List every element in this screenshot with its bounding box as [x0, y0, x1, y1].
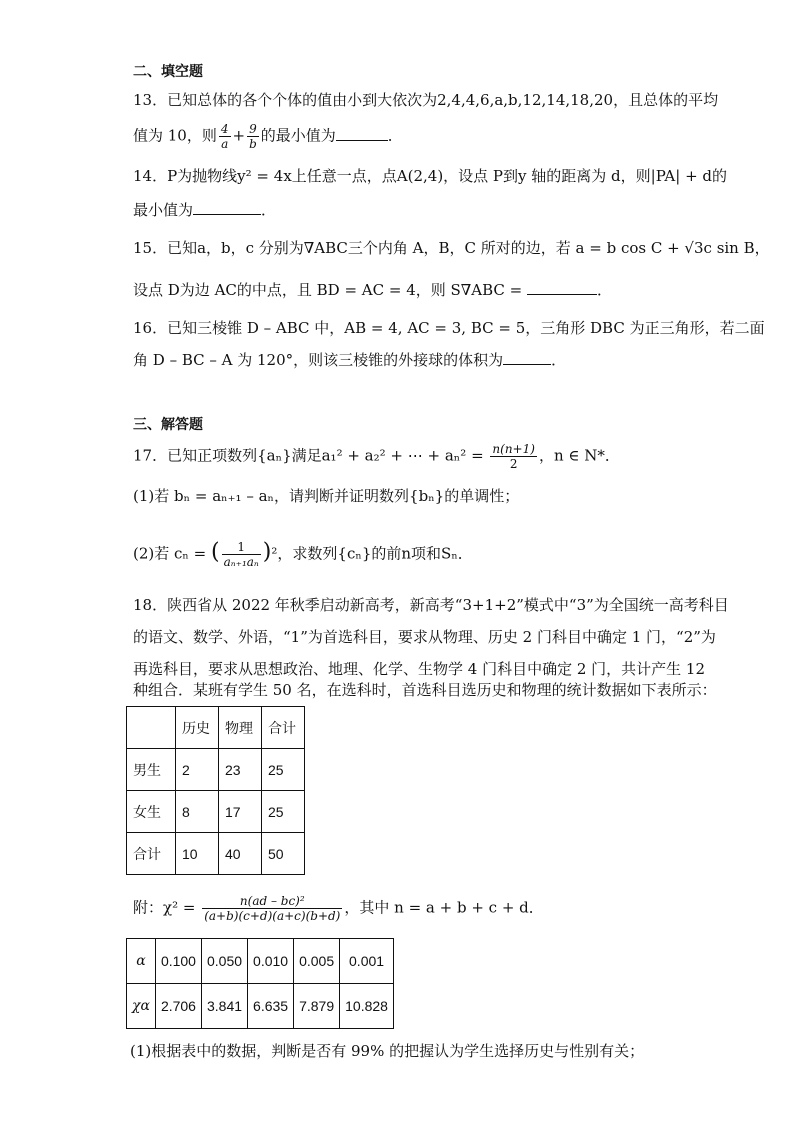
q15-answer-blank[interactable] [527, 280, 597, 295]
table-cell: 10.828 [340, 984, 394, 1029]
table-cell [127, 707, 176, 749]
table-cell: 女生 [127, 791, 176, 833]
table-row-chi [127, 984, 394, 1029]
q18-line3: 再选科目，要求从思想政治、地理、化学、生物学 4 门科目中确定 2 门，共计产生 12 [133, 660, 706, 678]
q13-line2: 值为 10，则 $\frac{4}{a}$ + $\frac{9}{b}$ 的最小值为 ． [133, 122, 403, 151]
table-cell: χα [127, 984, 156, 1029]
q16-line2-text: 角 D – BC – A 为 120°，则该三棱锥的外接球的体积为 [133, 351, 504, 369]
q17-line1 [133, 442, 620, 471]
table-row-alpha [127, 939, 394, 984]
table-cell: α [127, 939, 156, 984]
table-row [127, 791, 305, 833]
table-cell: 合计 [262, 707, 305, 749]
q13-fraction-2 [247, 122, 259, 151]
table-cell: 0.001 [340, 939, 394, 984]
q17-line1-end: ，n ∈ N*． [538, 446, 620, 465]
table-cell: 10 [176, 833, 219, 875]
q17-line1-start: 17．已知正项数列{aₙ}满足a₁² + a₂² + ⋯ + aₙ² = [133, 446, 489, 465]
q17-part2-frac-numerator: 1 [222, 540, 261, 555]
q17-part2-start: (2)若 cₙ = [133, 544, 212, 563]
q13-frac1-denominator: a [221, 137, 229, 151]
q15-line2: 设点 D为边 AC的中点，且 BD = AC = 4，则 S∇ABC = ． [133, 281, 613, 299]
q15-line1: 15．已知a，b，c 分别为∇ABC三个内角 A，B，C 所对的边，若 a = b cos C + √3c sin B， [133, 239, 770, 257]
table-cell: 40 [219, 833, 262, 875]
q14-line2-text: 最小值为 [133, 201, 194, 219]
q13-frac1-numerator: 4 [220, 122, 229, 136]
table-cell: 25 [262, 749, 305, 791]
table-cell: 0.050 [201, 939, 247, 984]
table-cell: 50 [262, 833, 305, 875]
q18-line4: 种组合．某班有学生 50 名，在选科时，首选科目选历史和物理的统计数据如下表所示： [133, 681, 717, 699]
q13-plus: + [232, 126, 246, 145]
q15-line2-text: 设点 D为边 AC的中点，且 BD = AC = 4，则 S∇ABC = [133, 281, 527, 299]
table-cell: 3.841 [201, 984, 247, 1029]
q13-line2-start: 值为 10，则 [133, 126, 217, 145]
q16-answer-blank[interactable] [503, 350, 551, 365]
q13-line1: 13．已知总体的各个个体的值由小到大依次为2,4,4,6,a,b,12,14,18,20，且总体的平均 [133, 91, 719, 109]
section-title-answer: 三、解答题 [133, 417, 203, 433]
table-cell: 2.706 [155, 984, 201, 1029]
critical-value-table [126, 938, 394, 1029]
q16-line2: 角 D – BC – A 为 120°，则该三棱锥的外接球的体积为 ． [133, 351, 567, 369]
q17-paren-close: ) [262, 539, 272, 565]
table-cell: 6.635 [248, 984, 294, 1029]
subject-selection-table [126, 706, 305, 875]
table-cell: 历史 [176, 707, 219, 749]
q14-answer-blank[interactable] [193, 200, 261, 215]
table-cell: 23 [219, 749, 262, 791]
q13-line2-end: 的最小值为 [260, 126, 336, 145]
q18-formula-denominator: (a+b)(c+d)(a+c)(b+d) [204, 909, 341, 923]
table-header-row [127, 707, 305, 749]
q13-frac2-denominator: b [249, 137, 257, 151]
q18-line1: 18．陕西省从 2022 年秋季启动新高考，新高考“3+1+2”模式中“3”为全国统一高考科目 [133, 596, 729, 614]
q18-part1: (1)根据表中的数据，判断是否有 99% 的把握认为学生选择历史与性别有关； [130, 1042, 645, 1060]
section-title-fill-blank: 二、填空题 [133, 64, 203, 80]
q14-line2: 最小值为 ． [133, 201, 277, 219]
q17-part2-end: ²，求数列{cₙ}的前n项和Sₙ． [271, 544, 473, 563]
q18-chi-square-fraction [202, 894, 342, 923]
q13-frac2-numerator: 9 [247, 122, 259, 137]
q17-part1: (1)若 bₙ = aₙ₊₁ – aₙ，请判断并证明数列{bₙ}的单调性； [133, 487, 520, 505]
q18-line2: 的语文、数学、外语，“1”为首选科目，要求从物理、历史 2 门科目中确定 1 门，“2”为 [133, 628, 716, 646]
table-cell: 合计 [127, 833, 176, 875]
q18-formula-start: 附：χ² = [133, 898, 201, 917]
table-cell: 0.005 [294, 939, 340, 984]
table-cell: 25 [262, 791, 305, 833]
table-cell: 男生 [127, 749, 176, 791]
table-cell: 物理 [219, 707, 262, 749]
q13-answer-blank[interactable] [336, 126, 388, 141]
table-cell: 0.010 [248, 939, 294, 984]
q17-part2 [133, 540, 473, 569]
q18-formula-end: ，其中 n = a + b + c + d． [344, 898, 544, 917]
q17-fraction [490, 442, 537, 471]
q17-part2-frac-denominator: aₙ₊₁aₙ [223, 555, 259, 569]
table-cell: 0.100 [155, 939, 201, 984]
q18-formula-numerator: n(ad – bc)² [202, 894, 342, 909]
table-row [127, 749, 305, 791]
q14-line1: 14．P为抛物线y² = 4x上任意一点，点A(2,4)，设点 P到y 轴的距离为 d，则|PA| + d的 [133, 167, 728, 185]
q17-paren-open: ( [211, 539, 220, 565]
q17-frac-numerator: n(n+1) [492, 442, 535, 456]
table-cell: 2 [176, 749, 219, 791]
q18-formula [133, 894, 544, 923]
table-cell: 7.879 [294, 984, 340, 1029]
q16-line1: 16．已知三棱锥 D – ABC 中，AB = 4, AC = 3, BC = 5，三角形 DBC 为正三角形，若二面 [133, 319, 765, 337]
table-cell: 8 [176, 791, 219, 833]
q17-frac-denominator: 2 [509, 457, 518, 471]
table-row [127, 833, 305, 875]
q13-fraction-1 [219, 122, 231, 151]
q17-part2-fraction [222, 540, 261, 569]
table-cell: 17 [219, 791, 262, 833]
